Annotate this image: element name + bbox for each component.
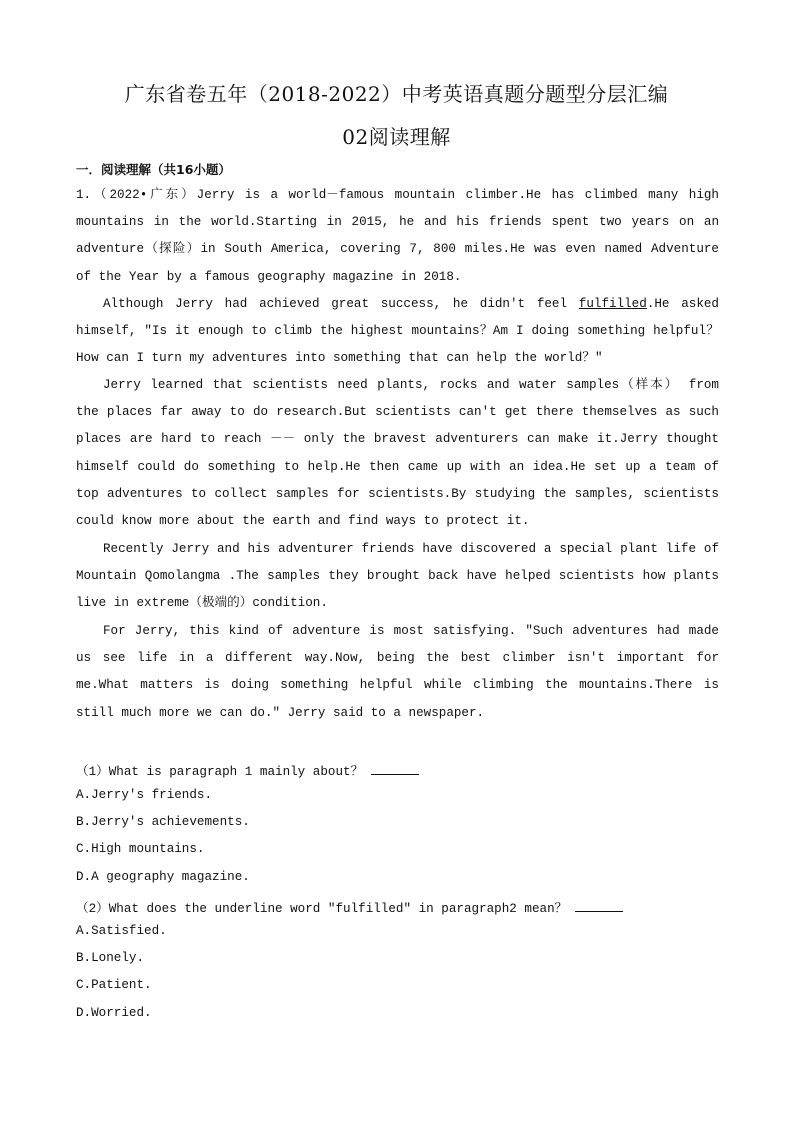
question-1 bbox=[76, 760, 419, 779]
question-1-option-b: B.Jerry's achievements. bbox=[76, 815, 250, 829]
question-1-option-a: A.Jerry's friends. bbox=[76, 788, 213, 802]
passage-paragraph-2 bbox=[76, 291, 719, 373]
question-2-option-b: B.Lonely. bbox=[76, 951, 145, 965]
question-1-option-c: C.High mountains. bbox=[76, 842, 205, 856]
passage-paragraph-1: 1.（2022•广东）Jerry is a world－famous mountain climber.He has climbed many high mountains in the world.Starting in 2015, he and his friends spent two years on an adventure（探险）in South America, covering 7, 800 miles.He was even named Adventure of the Year by a famous geography magazine in 2018. bbox=[76, 188, 719, 284]
question-2 bbox=[76, 897, 623, 916]
document-title: 广东省卷五年（2018-2022）中考英语真题分题型分层汇编 bbox=[124, 82, 669, 106]
passage-paragraph-3: Jerry learned that scientists need plants, rocks and water samples（样本） from the places far away to do research.But scientists can't get there themselves as such places are hard to reach －－ only the bravest adventurers can make it.Jerry thought himself could do something to help.He then came up with an idea.He set up a team of top adventures to collect samples for scientists.By studying the samples, scientists could know more about the earth and find ways to protect it. bbox=[76, 378, 719, 529]
underlined-word: fulfilled bbox=[578, 297, 647, 311]
question-2-stem: （2）What does the underline word "fulfilled" in paragraph2 mean？ bbox=[76, 902, 568, 916]
answer-blank-1[interactable] bbox=[371, 762, 419, 775]
section-heading: 一．阅读理解（共16小题） bbox=[76, 162, 231, 177]
question-2-option-d: D.Worried. bbox=[76, 1006, 152, 1020]
question-1-stem: （1）What is paragraph 1 mainly about？ bbox=[76, 765, 364, 779]
question-1-option-d: D.A geography magazine. bbox=[76, 870, 250, 884]
answer-blank-2[interactable] bbox=[575, 899, 623, 912]
paragraph-2-text-after: .He asked himself, "Is it enough to climb the highest mountains？Am I doing something helpful？How can I turn my adventures into something that can help the world？" bbox=[76, 297, 719, 366]
document-subtitle: 02阅读理解 bbox=[342, 125, 451, 149]
question-2-option-c: C.Patient. bbox=[76, 978, 152, 992]
passage-paragraph-5: For Jerry, this kind of adventure is most satisfying. "Such adventures had made us see life in a different way.Now, being the best climber isn't important for me.What matters is doing something helpful while climbing the mountains.There is still much more we can do." Jerry said to a newspaper. bbox=[76, 624, 719, 720]
passage-paragraph-4: Recently Jerry and his adventurer friends have discovered a special plant life of Mountain Qomolangma .The samples they brought back have helped scientists how plants live in extreme（极端的）condition. bbox=[76, 542, 719, 611]
paragraph-2-text-before: Although Jerry had achieved great success, he didn't feel bbox=[103, 297, 579, 311]
question-2-option-a: A.Satisfied. bbox=[76, 924, 167, 938]
